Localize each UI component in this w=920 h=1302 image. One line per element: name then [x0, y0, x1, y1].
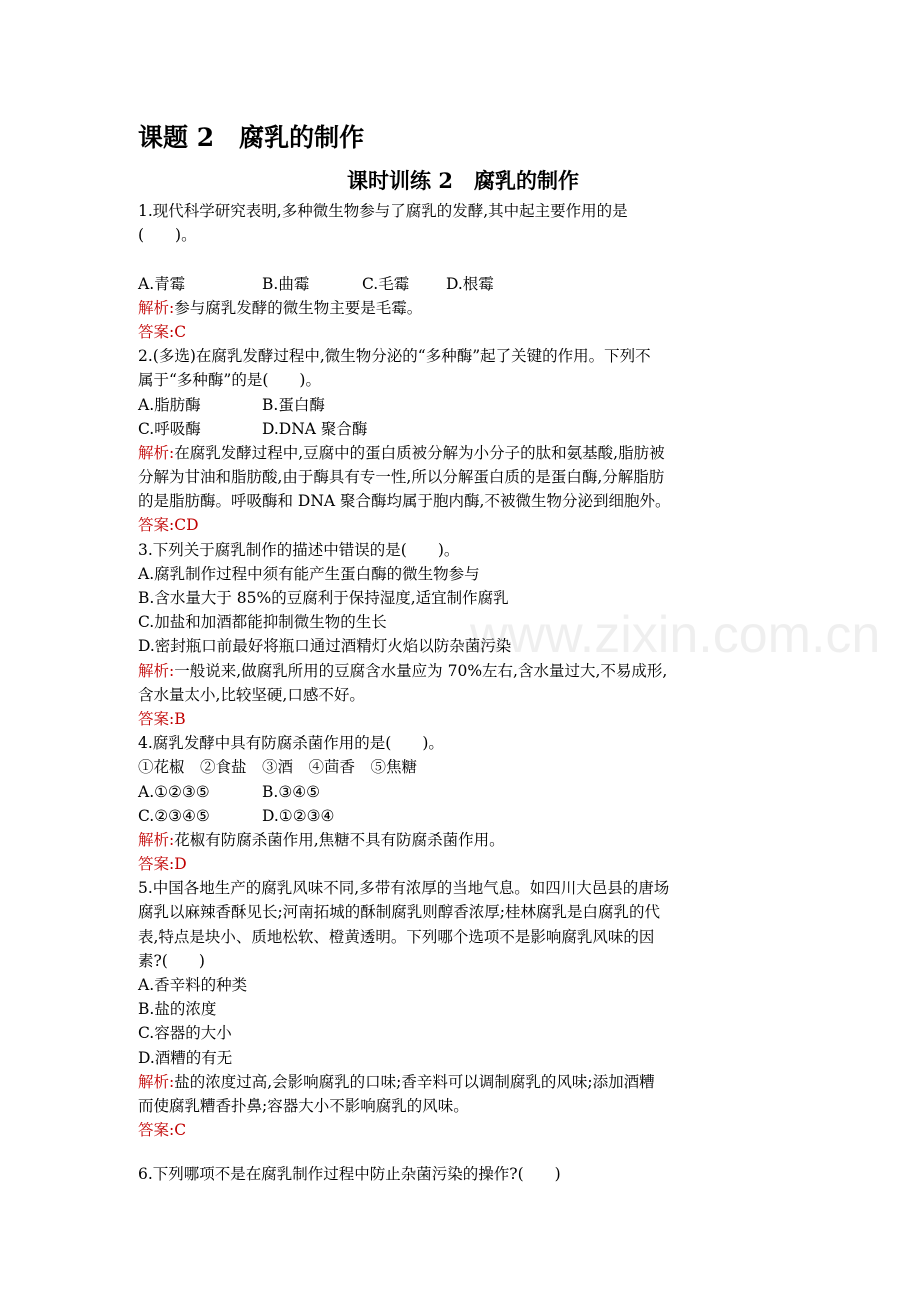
q5-stem-line: 腐乳以麻辣香酥见长;河南拓城的酥制腐乳则醇香浓厚;桂林腐乳是白腐乳的代: [138, 903, 660, 922]
answer-label: 答案:: [138, 516, 175, 535]
q2-options-row1: [138, 393, 788, 417]
q3-option-c: C.加盐和加酒都能抑制微生物的生长: [138, 613, 387, 632]
q5-explanation: [138, 1070, 788, 1094]
q2-explanation-line: 的是脂肪酶。呼吸酶和 DNA 聚合酶均属于胞内酶,不被微生物分泌到细胞外。: [138, 492, 671, 511]
explain-text: 盐的浓度过高,会影响腐乳的口味;香辛料可以调制腐乳的风味;添加酒糟: [174, 1072, 655, 1091]
lesson-title: 课题 2 腐乳的制作: [138, 123, 365, 152]
q1-answer: [138, 320, 788, 344]
q2-explanation-line: 分解为甘油和脂肪酸,由于酶具有专一性,所以分解蛋白质的是蛋白酶,分解脂肪: [138, 468, 665, 487]
q1-explanation: [138, 296, 788, 320]
blank-line: [138, 1142, 788, 1162]
q4-explanation: [138, 828, 788, 852]
q5-stem-line: 素?( ): [138, 951, 205, 970]
q2-explanation: [138, 441, 788, 465]
q4-answer: [138, 852, 788, 876]
q6-stem-line: 6.下列哪项不是在腐乳制作过程中防止杂菌污染的操作?( ): [138, 1165, 561, 1184]
q5-option-d: D.酒糟的有无: [138, 1048, 233, 1067]
q4-option-c: C.②③④⑤: [138, 806, 210, 825]
q1-stem-line: 1.现代科学研究表明,多种微生物参与了腐乳的发酵,其中起主要作用的是: [138, 202, 628, 220]
q1-stem-line: ( )。: [138, 226, 197, 245]
q4-stem-line: 4.腐乳发酵中具有防腐杀菌作用的是( )。: [138, 734, 444, 753]
q3-answer: [138, 707, 788, 731]
q5-stem-line: 5.中国各地生产的腐乳风味不同,多带有浓厚的当地气息。如四川大邑县的唐场: [138, 879, 670, 898]
q3-option-b: B.含水量大于 85%的豆腐利于保持湿度,适宜制作腐乳: [138, 589, 509, 607]
answer-label: 答案:: [138, 855, 175, 874]
q3-option-d: D.密封瓶口前最好将瓶口通过酒精灯火焰以防杂菌污染: [138, 637, 512, 656]
explain-label: 解析:: [138, 443, 175, 462]
answer-label: 答案:: [138, 1121, 175, 1140]
q5-option-a: A.香辛料的种类: [138, 976, 248, 994]
q2-options-row2: [138, 417, 788, 441]
q3-option-a: A.腐乳制作过程中须有能产生蛋白酶的微生物参与: [138, 564, 480, 583]
q1-option-c: C.毛霉: [362, 274, 410, 293]
explain-label: 解析:: [138, 661, 175, 680]
q2-stem-line: 2.(多选)在腐乳发酵过程中,微生物分泌的“多种酶”起了关键的作用。下列不: [138, 347, 651, 366]
q4-option-d: D.①②③④: [262, 806, 335, 825]
q5-stem-line: 表,特点是块小、质地松软、橙黄透明。下列哪个选项不是影响腐乳风味的因: [138, 927, 655, 946]
q5-answer: [138, 1118, 788, 1142]
q2-option-a: A.脂肪酶: [138, 395, 201, 414]
blank-line: [138, 247, 788, 271]
q5-explanation-line: 而使腐乳糟香扑鼻;容器大小不影响腐乳的风味。: [138, 1096, 469, 1115]
q4-options-row2: [138, 804, 788, 828]
q1-option-a: A.青霉: [138, 274, 186, 293]
answer-label: 答案:: [138, 709, 175, 728]
q1-option-b: B.曲霉: [262, 274, 310, 293]
q2-option-d: D.DNA 聚合酶: [262, 419, 368, 438]
q2-option-c: C.呼吸酶: [138, 419, 201, 438]
q4-option-a: A.①②③⑤: [138, 782, 210, 801]
q5-option-b: B.盐的浓度: [138, 1000, 217, 1019]
answer-value: C: [174, 1121, 187, 1140]
q2-option-b: B.蛋白酶: [262, 395, 325, 414]
q1-option-d: D.根霉: [446, 274, 494, 293]
q1-options: [138, 272, 788, 296]
explain-text: 一般说来,做腐乳所用的豆腐含水量应为 70%左右,含水量过大,不易成形,: [174, 661, 668, 680]
explain-text: 花椒有防腐杀菌作用,焦糖不具有防腐杀菌作用。: [174, 830, 505, 849]
watermark: www.zixin.com.cn: [470, 606, 881, 664]
explain-label: 解析:: [138, 1072, 175, 1091]
answer-value: C: [174, 322, 187, 341]
answer-value: CD: [174, 516, 199, 535]
answer-value: B: [174, 709, 186, 728]
q5-option-c: C.容器的大小: [138, 1024, 232, 1043]
q2-answer: [138, 513, 788, 537]
explain-label: 解析:: [138, 298, 175, 317]
answer-label: 答案:: [138, 322, 175, 341]
explain-label: 解析:: [138, 830, 175, 849]
question-list: [138, 199, 788, 1187]
q4-items-line: ①花椒 ②食盐 ③酒 ④茴香 ⑤焦糖: [138, 758, 418, 777]
section-title: 课时训练 2 腐乳的制作: [347, 168, 579, 193]
q2-stem-line: 属于“多种酶”的是( )。: [138, 371, 321, 390]
answer-value: D: [174, 855, 187, 874]
q4-options-row1: [138, 780, 788, 804]
q3-explanation-line: 含水量太小,比较坚硬,口感不好。: [138, 685, 365, 704]
q4-option-b: B.③④⑤: [262, 782, 321, 801]
q3-stem-line: 3.下列关于腐乳制作的描述中错误的是( )。: [138, 540, 460, 559]
explain-text: 参与腐乳发酵的微生物主要是毛霉。: [174, 298, 423, 317]
explain-text: 在腐乳发酵过程中,豆腐中的蛋白质被分解为小分子的肽和氨基酸,脂肪被: [174, 443, 665, 462]
